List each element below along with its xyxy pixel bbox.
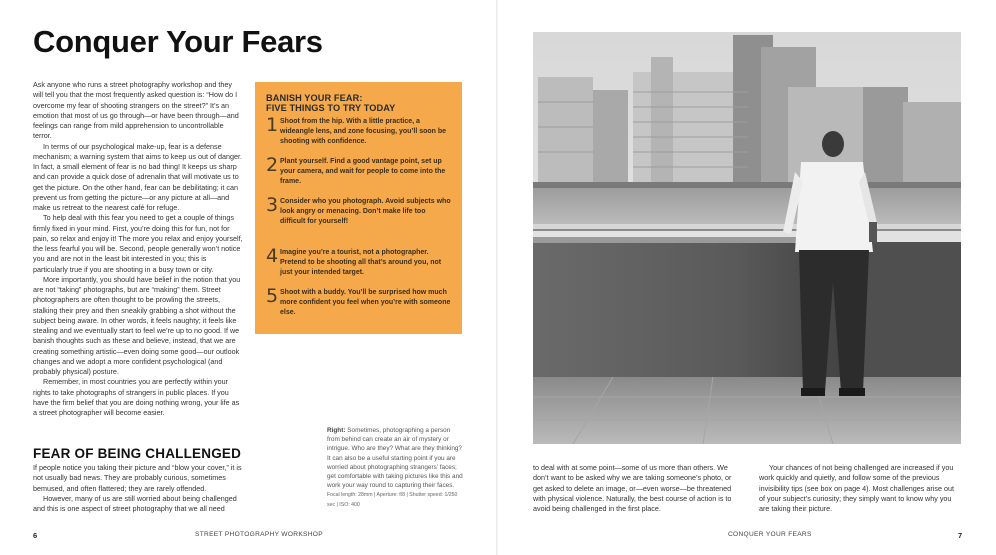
body-paragraph: Your chances of not being challenged are increased if you work quickly and quietly, and follow some of the previous invisibility tips (see box on page 4). Most challenges arise out of your subject’s curiosity; they simply want to know why you are taking their picture. [759, 463, 954, 513]
tip-text: Plant yourself. Find a good vantage point, set up your camera, and wait for people to come into the frame. [280, 158, 446, 185]
challenge-paragraph: However, many of us are still worried about being challenged and this is one aspect of street photography that we all need [33, 493, 237, 513]
tip-box [255, 82, 462, 334]
tip-box-title-line: BANISH YOUR FEAR: [266, 93, 363, 103]
right-page [498, 0, 996, 555]
continued-column-b [759, 463, 959, 514]
intro-paragraph: In terms of our psychological make-up, fear is a defense mechanism; a warning system that aims to keep us out of danger. In fact, a small element of fear is no bad thing! It keeps us sharp and can provide a quick dose of adrenalin that will motivate us to get the picture. On the other hand, fear can be debilitating; it can prevent us from getting the picture—or any picture at all—and make us retreat to the nearest café for refuge. [33, 141, 242, 212]
tip-number: 1 [266, 114, 279, 136]
tip-text: Consider who you photograph. Avoid subjects who look angry or menacing. Don’t make life too difficult for yourself! [280, 198, 451, 225]
running-footer: CONQUER YOUR FEARS [728, 531, 812, 538]
caption-text: Sometimes, photographing a person from behind can create an air of mystery or intrigue. Who are they? What are they thinking? It can also be a useful starting point if you are worried about photographing strangers’ faces; get comfortable with taking pictures like this and work your way round to capturing their faces. [327, 427, 463, 490]
caption-exif: Focal length: 28mm | Aperture: f/8 | Shutter speed: 1/250 sec | ISO: 400 [327, 492, 458, 508]
tip-box-title [266, 93, 395, 113]
challenge-column [33, 463, 243, 514]
intro-paragraph: Remember, in most countries you are perfectly within your rights to take photographs of strangers in public places. If you have the firm belief that you are doing nothing wrong, your life as a street photographer will become easier. [33, 377, 240, 417]
tip-number: 2 [266, 154, 279, 176]
tip-box-title-line: FIVE THINGS TO TRY TODAY [266, 103, 396, 113]
photo-illustration [533, 32, 961, 444]
body-paragraph: to deal with at some point—some of us more than others. We don’t want to be asked why we are taking someone’s photo, or get asked to delete an image, or—even worse—be threatened with physical violence. Naturally, the best course of action is to avoid being challenged in the first place. [533, 463, 732, 513]
tip-number: 4 [266, 245, 279, 267]
tip-number: 3 [266, 194, 279, 216]
challenge-paragraph: If people notice you taking their picture and “blow your cover,” it is not usually bad news. They are probably curious, sometimes bemused, and often flattered; they are rarely offended. [33, 463, 242, 493]
tip-number: 5 [266, 285, 279, 307]
tip-text: Shoot from the hip. With a little practice, a wideangle lens, and zone focusing, you’ll soon be shooting with confidence. [280, 118, 447, 145]
intro-paragraph: Ask anyone who runs a street photography workshop and they will tell you that the most frequently asked question is: “How do I overcome my fear of shooting strangers on the street?” It’s an emotion that most of us go through—or have been through—and feelings can range from mild apprehension to uncontrollable terror. [33, 80, 239, 141]
running-footer: STREET PHOTOGRAPHY WORKSHOP [195, 531, 323, 538]
street-photo [533, 32, 961, 444]
page-title: Conquer Your Fears [33, 24, 323, 59]
intro-paragraph: To help deal with this fear you need to get a couple of things firmly fixed in your mind. First, you’re doing this for fun, not for pain, so relax and enjoy it! The more you relax and enjoy yourself, the less fearful you will be. Second, people generally won’t notice you and are not in the least bit interested in you; this is particularly true if you are shooting in a busy town or city. [33, 213, 243, 274]
section-heading: FEAR OF BEING CHALLENGED [33, 446, 242, 461]
photo-caption [327, 426, 463, 510]
page-number: 7 [958, 531, 963, 540]
intro-paragraph: More importantly, you should have belief in the notion that you are not “taking” photographs, but are “making” them. Street photographers are often thought to be prowling the streets, stalking their prey and then sneakily grabbing a shot without the subject being aware. In other words, it feels naughty; it feels like stealing and we eventually start to feel we’re up to no good. If we banish thoughts such as these and believe, instead, that we are creating something artistic—even doing some good—our outlook changes and we adopt a more confident psychological (and probably physical) posture. [33, 274, 241, 376]
tip-text: Imagine you’re a tourist, not a photographer. Pretend to be shooting all that’s around you, not just your intended target. [280, 249, 442, 276]
tip-text: Shoot with a buddy. You’ll be surprised how much more confident you feel when you’re with someone else. [280, 289, 451, 316]
page-number: 6 [33, 531, 38, 540]
continued-column-a [533, 463, 738, 514]
intro-column [33, 80, 243, 418]
caption-lead: Right: [327, 427, 346, 434]
